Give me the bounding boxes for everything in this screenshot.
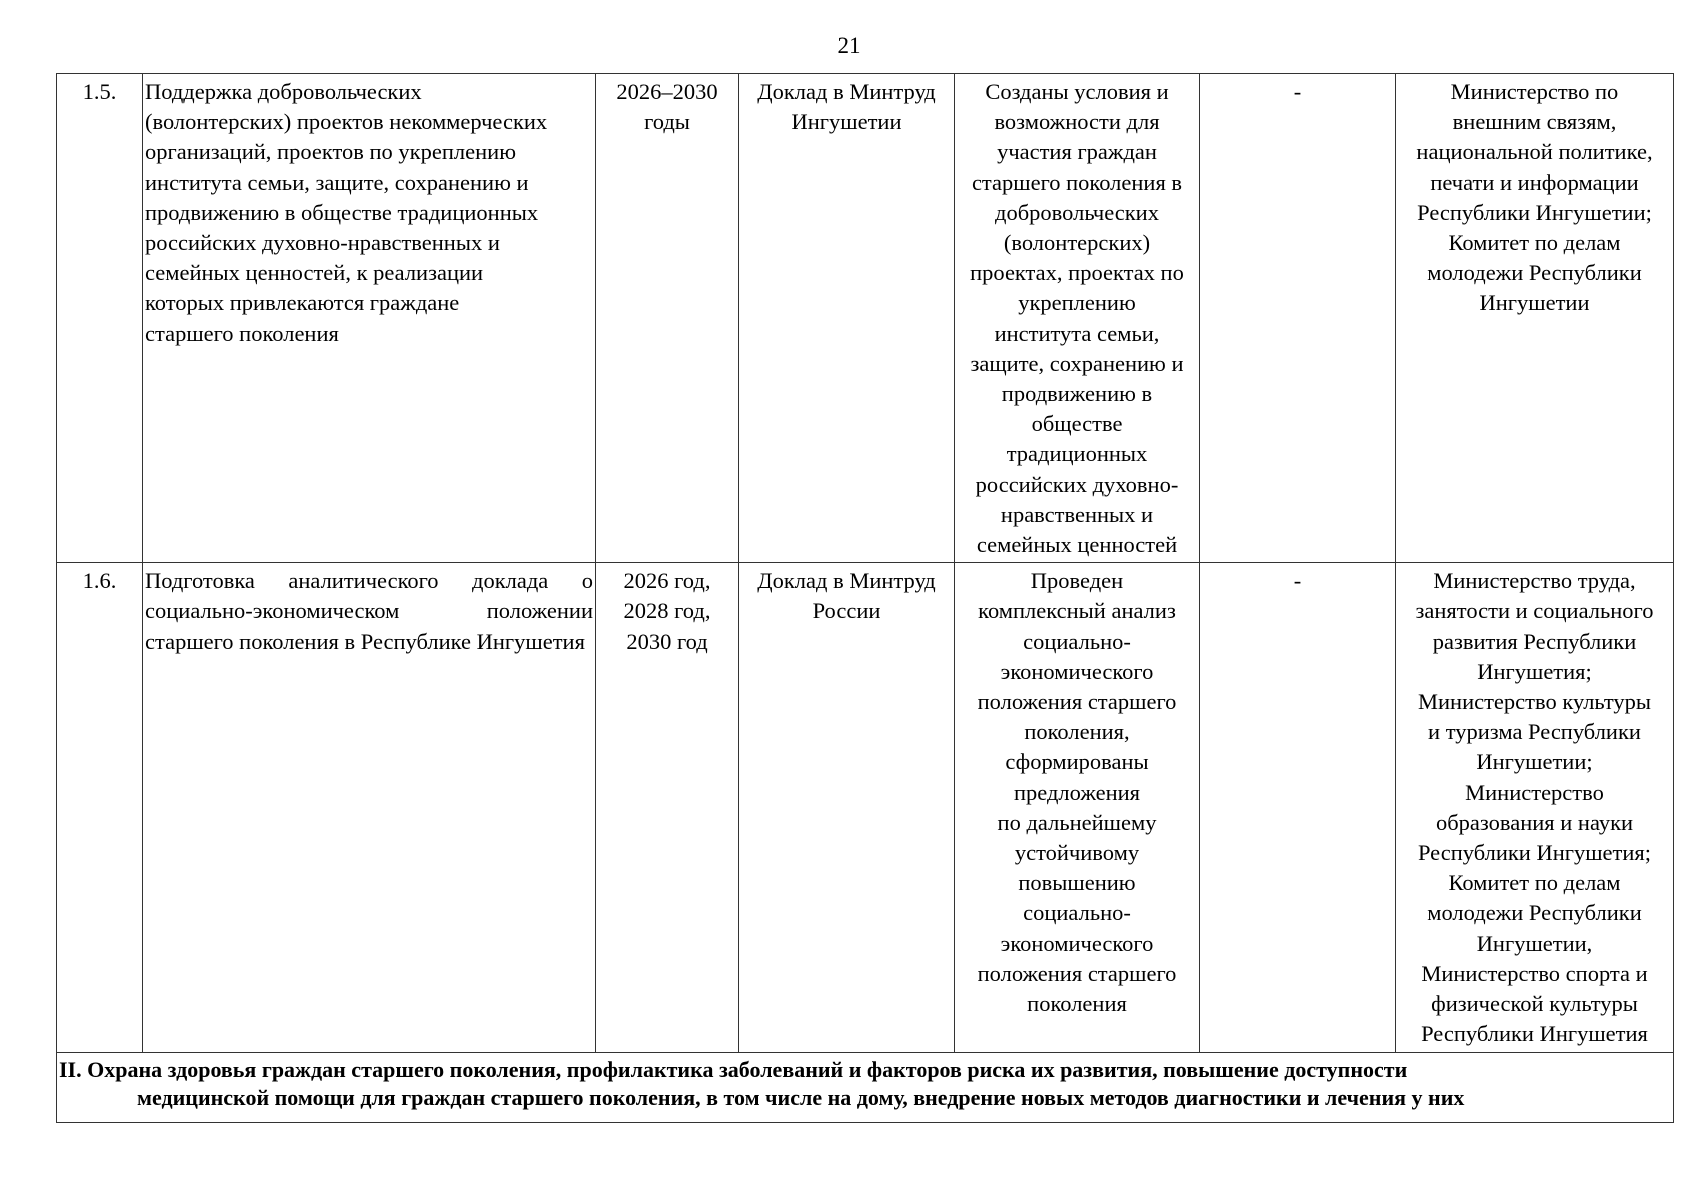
measure-name: Поддержка добровольческих (волонтерских) проектов некоммерческих организаций, проектов по укреплению института семьи, защите, сохранению и продвижению в обществе традиционных российских духовно-нравственных и семейных ценностей, к реализации которых привлекаются граждане старшего поколения	[143, 74, 596, 563]
page-number: 21	[837, 33, 861, 58]
measure-period: 2026–2030 годы	[596, 74, 739, 563]
measure-document: Доклад в Минтруд России	[739, 563, 955, 1052]
measure-financing: -	[1200, 563, 1396, 1052]
section-heading	[57, 1052, 1674, 1122]
row-number: 1.5.	[57, 74, 143, 563]
measure-name: Подготовка аналитического доклада о социально-экономическом положении старшего поколения в Республике Ингушетия	[143, 563, 596, 1052]
measure-result: Созданы условия и возможности для участия граждан старшего поколения в добровольческих (волонтерских) проектах, проектах по укреплению института семьи, защите, сохранению и продвижению в обществе традиционных российских духовно- нравственных и семейных ценностей	[955, 74, 1200, 563]
measure-executors: Министерство по внешним связям, национальной политике, печати и информации Республики Ингушетии; Комитет по делам молодежи Республики Ингушетии	[1396, 74, 1674, 563]
section-heading-line-1: II. Охрана здоровья граждан старшего поколения, профилактика заболеваний и факторов риска их развития, повышение доступности	[59, 1056, 1408, 1082]
measure-executors: Министерство труда, занятости и социального развития Республики Ингушетия; Министерство культуры и туризма Республики Ингушетии; Министерство образования и науки Республики Ингушетия; Комитет по делам молодежи Республики Ингушетии, Министерство спорта и физической культуры Республики Ингушетия	[1396, 563, 1674, 1052]
measure-financing: -	[1200, 74, 1396, 563]
table-row	[57, 563, 1674, 1052]
section-heading-line-2: медицинской помощи для граждан старшего поколения, в том числе на дому, внедрение новых методов диагностики и лечения у них	[137, 1084, 1465, 1110]
section-row	[57, 1052, 1674, 1122]
measures-table	[56, 73, 1674, 1123]
measure-period: 2026 год, 2028 год, 2030 год	[596, 563, 739, 1052]
measure-document: Доклад в Минтруд Ингушетии	[739, 74, 955, 563]
row-number: 1.6.	[57, 563, 143, 1052]
measure-result: Проведен комплексный анализ социально- экономического положения старшего поколения, сформированы предложения по дальнейшему устойчивому повышению социально- экономического положения старшего поколения	[955, 563, 1200, 1052]
table-row	[57, 74, 1674, 563]
